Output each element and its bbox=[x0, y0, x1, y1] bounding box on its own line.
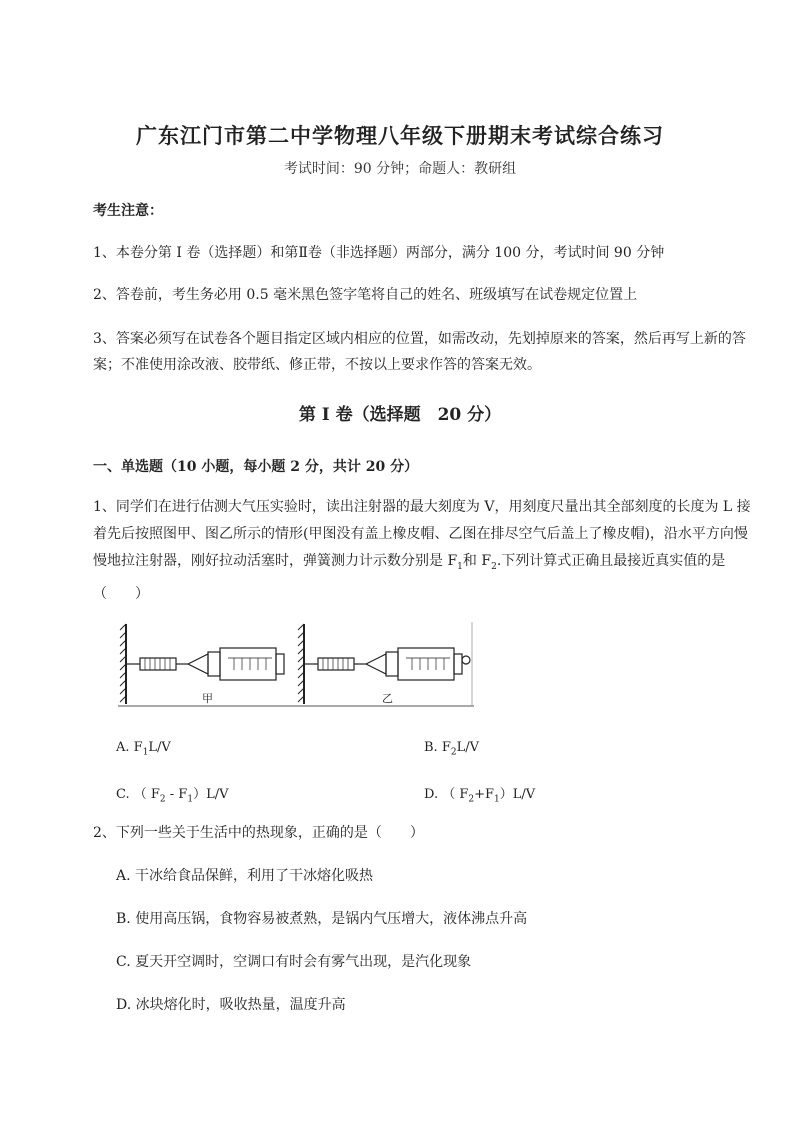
exam-title: 广东江门市第二中学物理八年级下册期末考试综合练习 bbox=[136, 123, 664, 148]
q1-option-a[interactable]: A. $F_1L/V$ bbox=[116, 740, 171, 758]
q2-option-d[interactable]: D. 冰块熔化时，吸收热量，温度升高 bbox=[116, 997, 346, 1013]
part-heading: 一、单选题（10 小题，每小题 2 分，共计 20 分） bbox=[93, 459, 419, 475]
figure-label-left: 甲 bbox=[202, 692, 213, 705]
q2-option-a[interactable]: A. 干冰给食品保鲜，利用了干冰熔化吸热 bbox=[116, 868, 374, 884]
question-2-text: 2、下列一些关于生活中的热现象，正确的是（ ） bbox=[93, 825, 424, 841]
exam-subtitle: 考试时间：90 分钟；命题人：教研组 bbox=[283, 161, 517, 177]
q1-option-c[interactable]: C. （ $F_2 - F_1)L/V$ bbox=[116, 787, 229, 805]
q1-option-d[interactable]: D. （ $F_2+F_1)L/V$ bbox=[424, 787, 536, 805]
syringe-figure bbox=[118, 618, 474, 710]
notes-heading: 考生注意： bbox=[93, 203, 163, 219]
q2-option-b[interactable]: B. 使用高压锅，食物容易被煮熟，是锅内气压增大，液体沸点升高 bbox=[116, 911, 528, 927]
note-item-1: 1、本卷分第 I 卷（选择题）和第Ⅱ卷（非选择题）两部分，满分 100 分，考试时间 90 分钟 bbox=[93, 245, 665, 261]
q2-option-c[interactable]: C. 夏天开空调时，空调口有时会有雾气出现，是汽化现象 bbox=[116, 954, 472, 970]
question-1-text: 1、同学们在进行估测大气压实验时，读出注射器的最大刻度为 V，用刻度尺量出其全部刻度的长度为 L 接着先后按照图甲、图乙所示的情形(甲图没有盖上橡皮帽、乙图在排尽空气后盖上了橡皮帽)，沿水平方向慢慢地拉注射器，刚好拉动活塞时，弹簧测力计示数分别是 $F_1$和 $F_2$.下列计算式正确且最接近真实值的是（ ） bbox=[93, 499, 751, 602]
q1-option-b[interactable]: B. $F_2L/V$ bbox=[424, 740, 479, 758]
figure-label-right: 乙 bbox=[382, 692, 393, 705]
note-item-2: 2、答卷前，考生务必用 0.5 毫米黑色签字笔将自己的姓名、班级填写在试卷规定位置上 bbox=[93, 287, 638, 303]
section-title: 第 I 卷（选择题 20 分） bbox=[298, 405, 502, 425]
note-item-3: 3、答案必须写在试卷各个题目指定区域内相应的位置，如需改动，先划掉原来的答案，然后再写上新的答案；不准使用涂改液、胶带纸、修正带，不按以上要求作答的答案无效。 bbox=[93, 331, 746, 373]
